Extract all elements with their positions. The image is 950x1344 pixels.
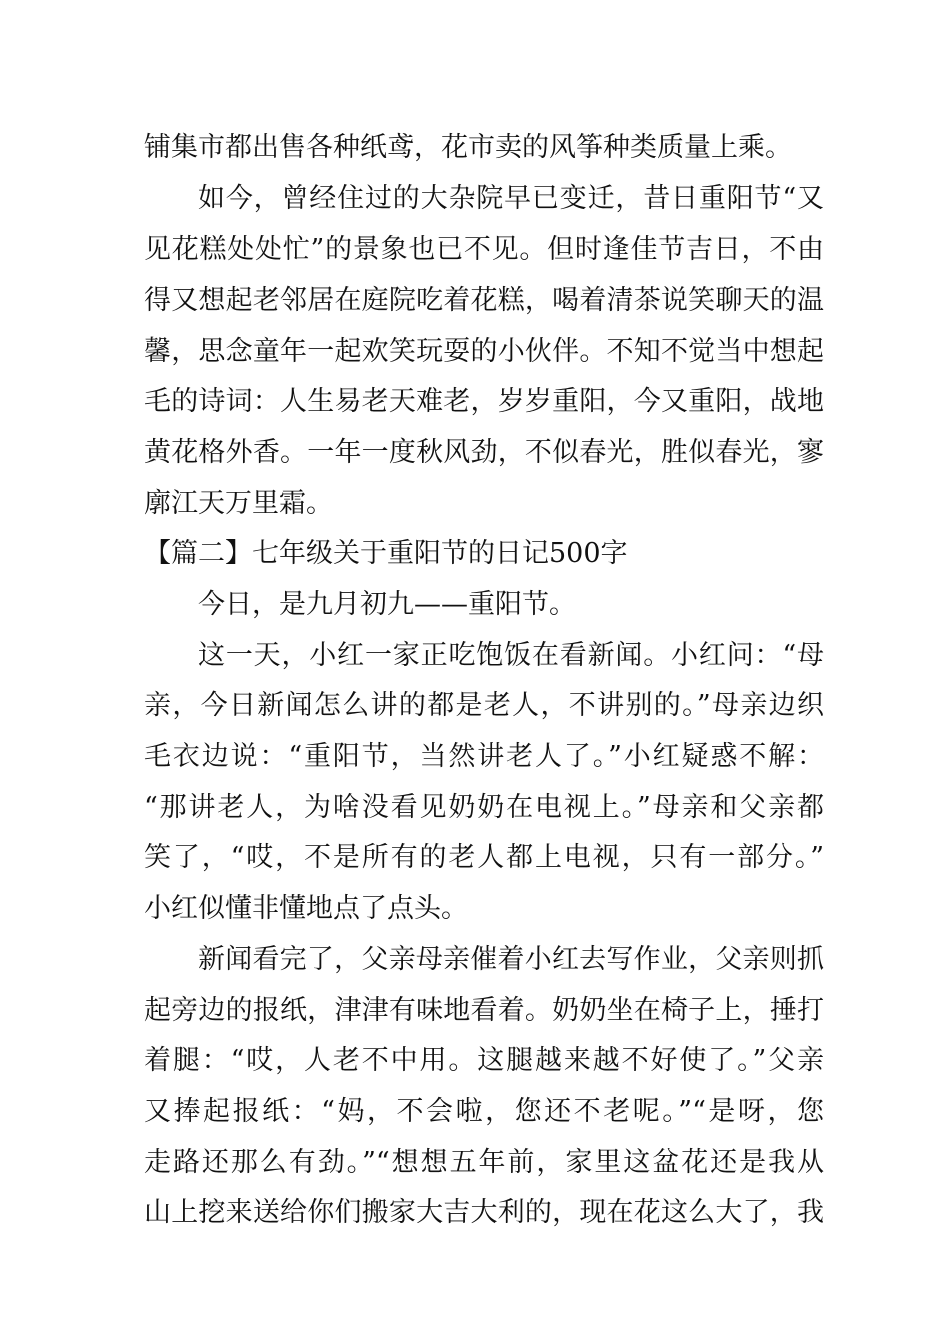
paragraph-first-line: 新闻看完了，父亲母亲催着小红去写作业，父亲则抓: [198, 944, 824, 975]
text-line: 山上挖来送给你们搬家大吉大利的，现在花这么大了，我: [144, 1197, 824, 1228]
text-line: 廓江天万里霜。: [144, 488, 333, 519]
paragraph-first-line: 这一天，小红一家正吃饱饭在看新闻。小红问：“母: [198, 640, 824, 671]
text-line: 笑了，“哎，不是所有的老人都上电视，只有一部分。”: [144, 842, 824, 873]
text-line: “那讲老人，为啥没看见奶奶在电视上。”母亲和父亲都: [144, 792, 824, 823]
text-line: 毛衣边说：“重阳节，当然讲老人了。”小红疑惑不解：: [144, 741, 824, 772]
section-heading: 【篇二】七年级关于重阳节的日记500字: [144, 538, 628, 569]
text-line: 走路还那么有劲。”“想想五年前，家里这盆花还是我从: [144, 1147, 824, 1178]
text-line: 见花糕处处忙”的景象也已不见。但时逢佳节吉日，不由: [144, 234, 824, 265]
text-line: 铺集市都出售各种纸鸢，花市卖的风筝种类质量上乘。: [144, 132, 792, 163]
text-line: 着腿：“哎，人老不中用。这腿越来越不好使了。”父亲: [144, 1045, 824, 1076]
text-line: 得又想起老邻居在庭院吃着花糕，喝着清茶说笑聊天的温: [144, 285, 824, 316]
text-line: 毛的诗词：人生易老天难老，岁岁重阳，今又重阳，战地: [144, 386, 824, 417]
text-line: 起旁边的报纸，津津有味地看着。奶奶坐在椅子上，捶打: [144, 995, 824, 1026]
text-line: 亲，今日新闻怎么讲的都是老人，不讲别的。”母亲边织: [144, 690, 824, 721]
paragraph-first-line: 如今，曾经住过的大杂院早已变迁，昔日重阳节“又: [198, 183, 824, 214]
text-line: 小红似懂非懂地点了点头。: [144, 893, 468, 924]
paragraph-first-line: 今日，是九月初九——重阳节。: [198, 589, 576, 620]
text-line: 馨，思念童年一起欢笑玩耍的小伙伴。不知不觉当中想起: [144, 336, 824, 367]
text-line: 又捧起报纸：“妈，不会啦，您还不老呢。”“是呀，您: [144, 1096, 824, 1127]
text-line: 黄花格外香。一年一度秋风劲，不似春光，胜似春光，寥: [144, 437, 824, 468]
